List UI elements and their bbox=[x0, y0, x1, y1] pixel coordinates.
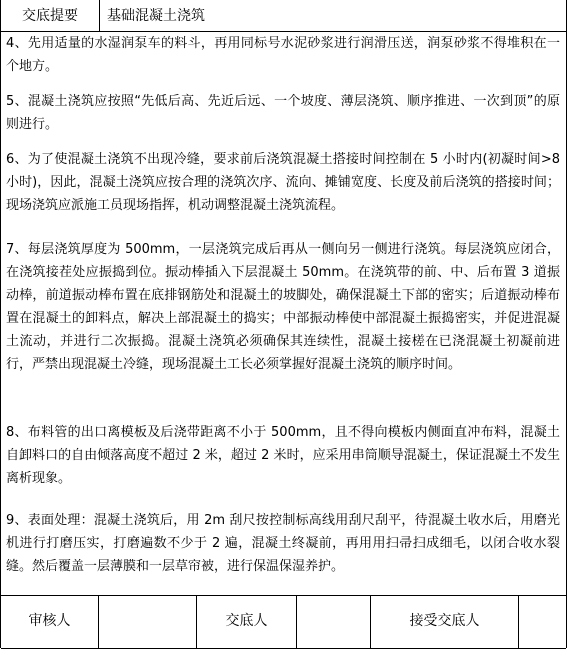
header-row bbox=[1, 0, 566, 32]
receiver-label: 接受交底人 bbox=[371, 595, 519, 648]
content-cell bbox=[1, 32, 566, 596]
summary-label: 交底提要 bbox=[1, 0, 100, 32]
summary-value: 基础混凝土浇筑 bbox=[107, 8, 205, 24]
reviewer-label: 审核人 bbox=[1, 595, 99, 648]
paragraph-7: 7、每层浇筑厚度为 500mm，一层浇筑完成后再从一侧向另一侧进行浇筑。每层浇筑应闭合，在浇筑接茬处应振捣到位。振动棒插入下层混凝土 50mm。在浇筑带的前、中、后布置 3 道振动棒，前道振动棒布置在底排钢筋处和混凝土的坡脚处，确保混凝土下部的密实；后道振动棒布置在混凝土的卸料点，解决上部混凝土的捣实；中部振动棒使中部混凝土振捣密实，并促进混凝土流动，并进行二次振捣。混凝土浇筑必须确保其连续性，混凝土接槎在已浇混凝土初凝前进行，严禁出现混凝土冷缝，现场混凝土工长必须掌握好混凝土浇筑的顺序时间。 bbox=[6, 242, 560, 372]
discloser-label: 交底人 bbox=[197, 595, 297, 648]
paragraph-9: 9、表面处理：混凝土浇筑后，用 2m 刮尺按控制标高线用刮尺刮平，待混凝土收水后，用磨光机进行打磨压实，打磨遍数不少于 2 遍，混凝土终凝前，再用用扫帚扫成细毛，以闭合收水裂缝。然后覆盖一层薄膜和一层草帘被，进行保温保湿养护。 bbox=[6, 513, 560, 574]
paragraph-5: 5、混凝土浇筑应按照“先低后高、先近后远、一个坡度、薄层浇筑、顺序推进、一次到顶”的原则进行。 bbox=[6, 94, 560, 132]
paragraph-6: 6、为了使混凝土浇筑不出现冷缝，要求前后浇筑混凝土搭接时间控制在 5 小时内(初凝时间>8 小时)，因此，混凝土浇筑应按合理的浇筑次序、流向、摊铺宽度、长度及前后浇筑的搭接时间；现场浇筑应派施工员现场指挥，机动调整混凝土浇筑流程。 bbox=[6, 152, 560, 213]
paragraph-8: 8、布料管的出口离模板及后浇带距离不小于 500mm，且不得向模板内侧面直冲布料，混凝土自卸料口的自由倾落高度不超过 2 米，超过 2 米时，应采用串筒顺导混凝土，保证混凝土不发生离析现象。 bbox=[6, 425, 560, 486]
paragraph-4: 4、先用适量的水湿润泵车的料斗，再用同标号水泥砂浆进行润滑压送，润泵砂浆不得堆积在一个地方。 bbox=[6, 36, 560, 74]
discloser-value bbox=[297, 595, 371, 648]
signature-row bbox=[1, 595, 566, 649]
receiver-value bbox=[519, 595, 566, 648]
reviewer-value bbox=[99, 595, 197, 648]
